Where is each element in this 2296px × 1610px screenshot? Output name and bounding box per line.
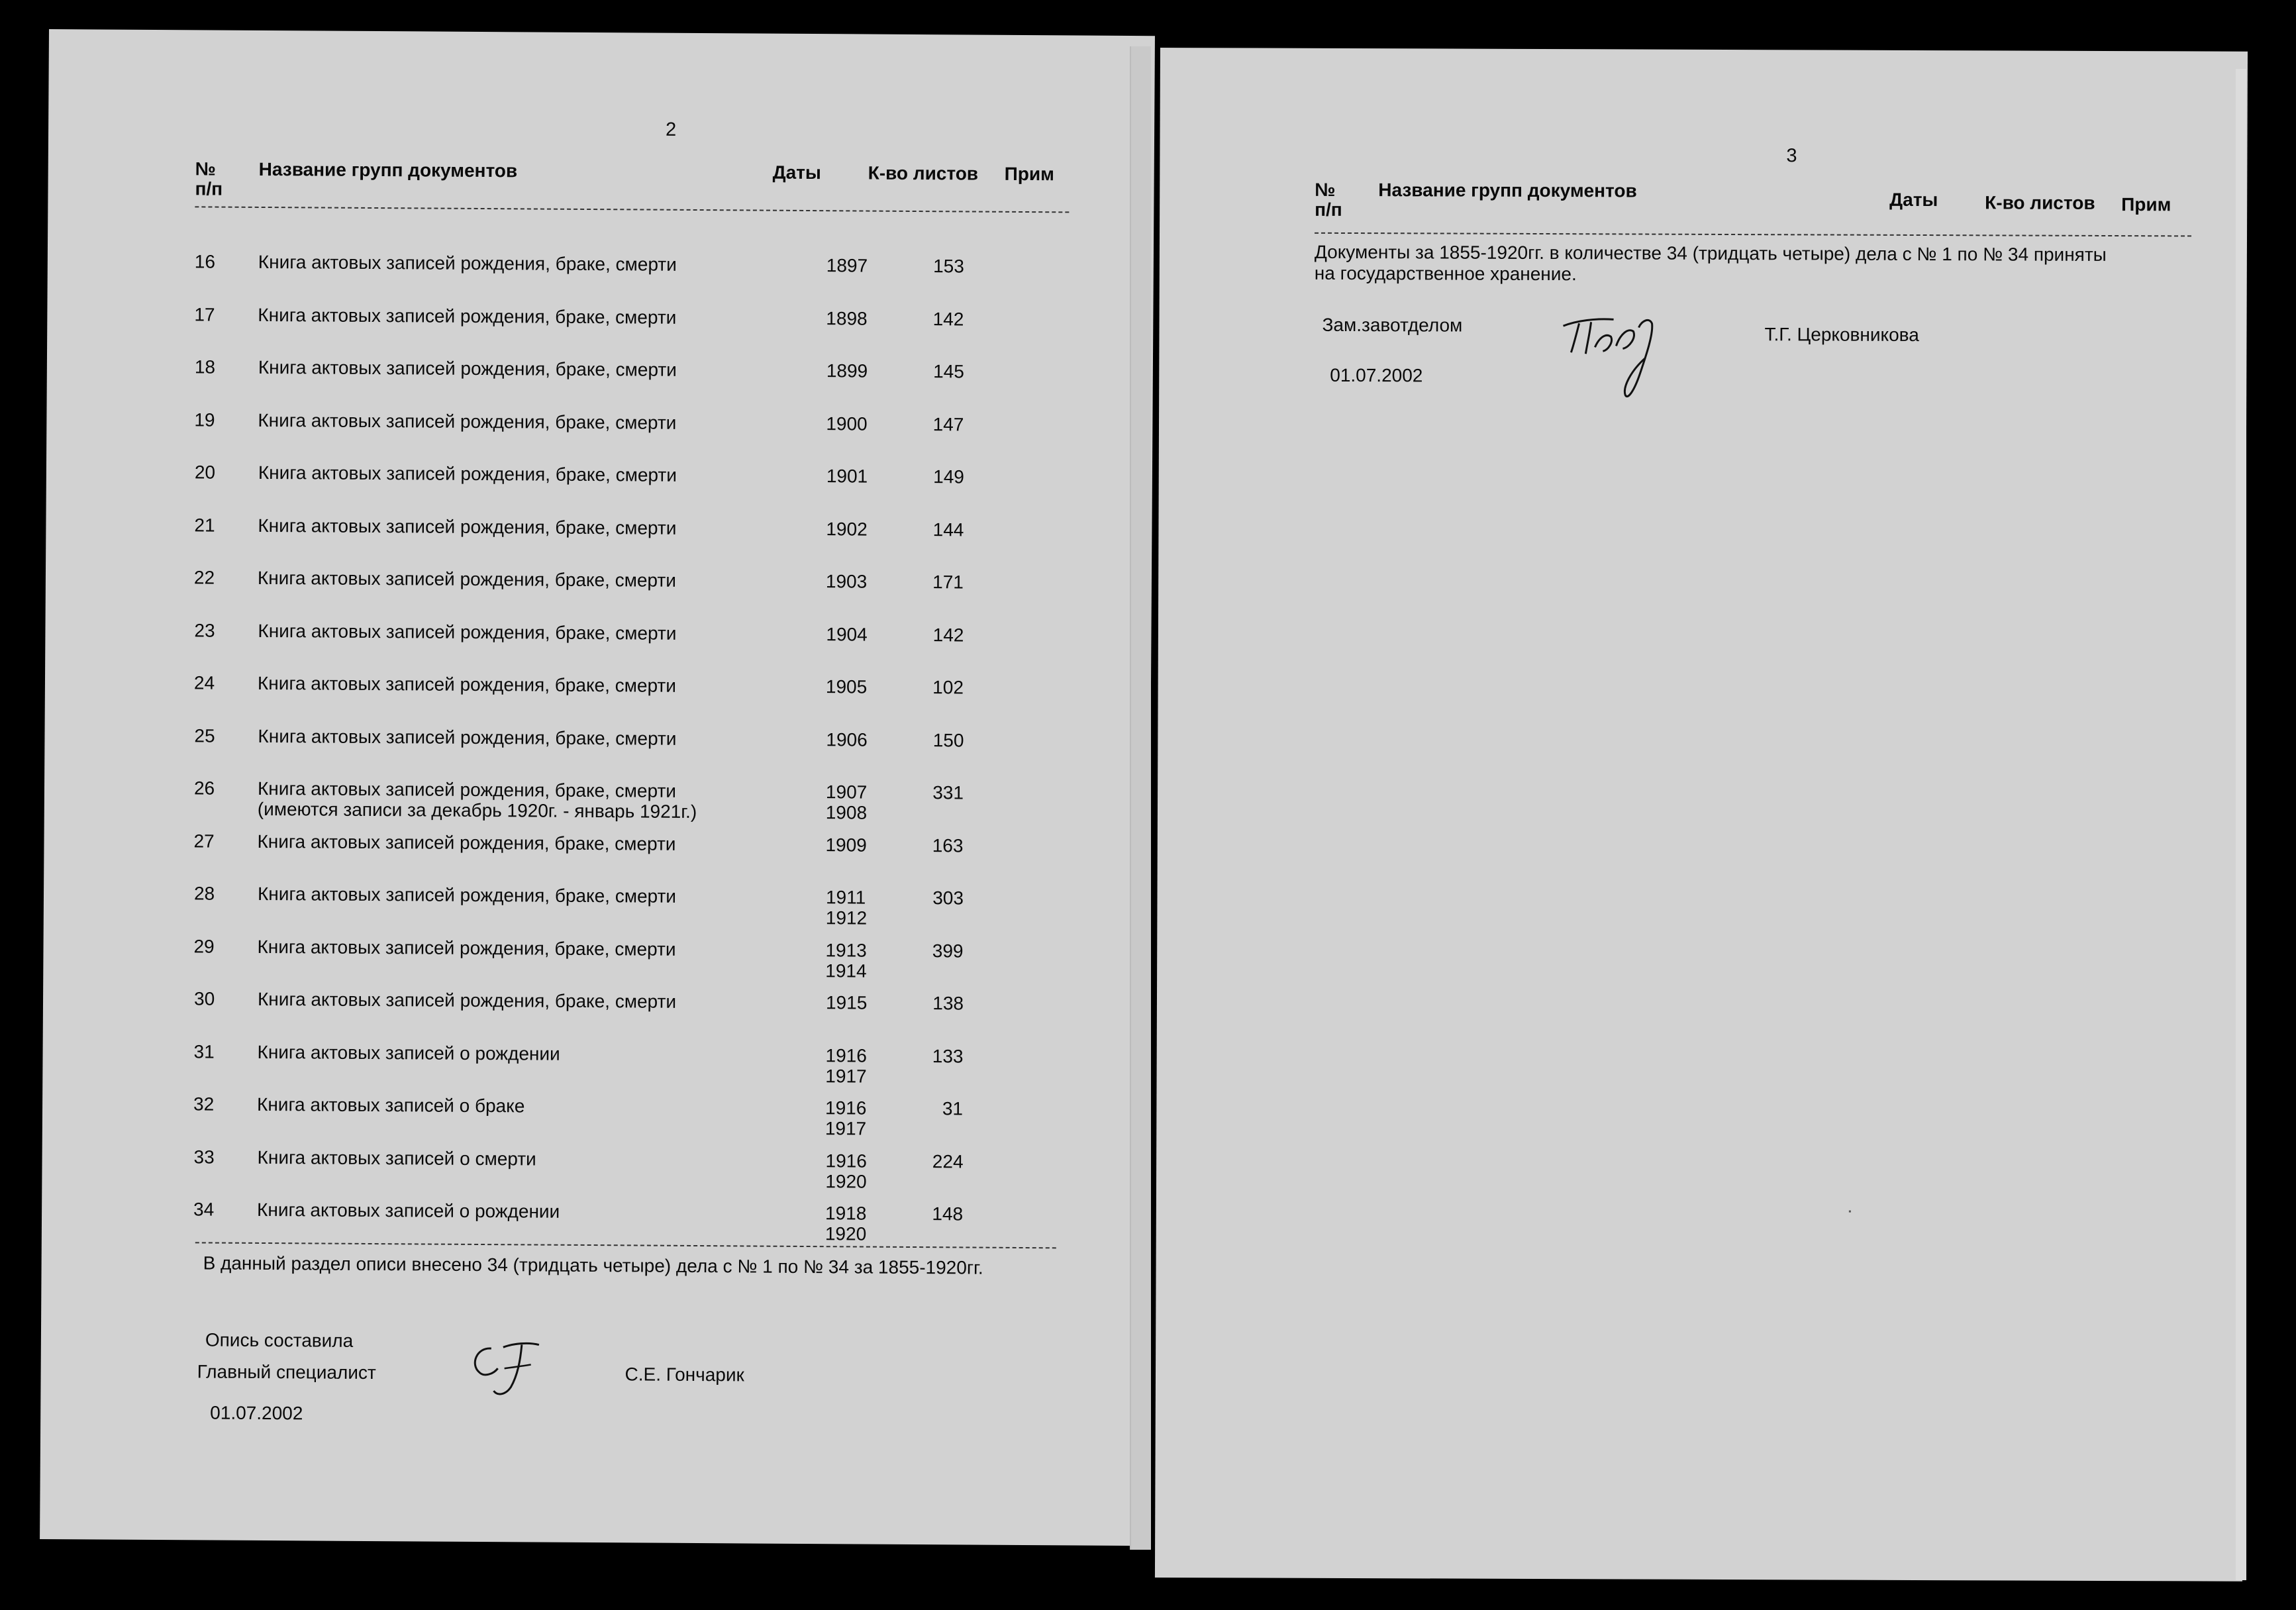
row-sheet-count: 144 <box>932 519 964 540</box>
row-title: Книга актовых записей рождения, браке, смерти <box>258 620 677 644</box>
row-sheet-count: 303 <box>932 887 964 909</box>
row-title: Книга актовых записей рождения, браке, смерти <box>257 830 676 854</box>
row-date-start: 1907 <box>825 781 868 803</box>
row-title: Книга актовых записей рождения, браке, смерти <box>257 936 676 960</box>
row-date-start: 1902 <box>826 519 868 540</box>
row-title: Книга актовых записей рождения, браке, смерти <box>258 725 677 749</box>
col-header-num: № <box>195 158 217 179</box>
row-date-start: 1913 <box>825 940 867 961</box>
footer-divider <box>195 1242 1056 1248</box>
row-title: Книга актовых записей о рождении <box>257 1199 560 1222</box>
row-date-start: 1911 <box>825 887 866 908</box>
row-number: 32 <box>193 1093 215 1115</box>
row-title: Книга актовых записей рождения, браке, смерти <box>257 672 677 696</box>
row-title: Книга актовых записей о рождении <box>257 1041 560 1064</box>
col-header-name: Название групп документов <box>1378 179 1637 201</box>
row-date-start: 1898 <box>826 308 868 329</box>
row-sheet-count: 149 <box>933 466 964 487</box>
row-number: 22 <box>193 567 215 588</box>
page-right-edge <box>2236 69 2246 1580</box>
row-date-end: 1917 <box>825 1066 867 1087</box>
row-date-start: 1916 <box>825 1045 867 1066</box>
row-number: 25 <box>194 725 215 746</box>
row-number: 26 <box>193 778 215 799</box>
row-number: 24 <box>193 672 215 693</box>
row-date-start: 1903 <box>825 571 868 592</box>
row-title: Книга актовых записей о смерти <box>257 1146 536 1170</box>
row-number: 21 <box>194 515 215 536</box>
row-number: 30 <box>193 988 215 1009</box>
row-title: Книга актовых записей рождения, браке, смерти <box>258 251 677 275</box>
row-number: 20 <box>194 462 216 483</box>
row-date-start: 1904 <box>826 624 868 645</box>
col-header-note: Прим <box>1004 163 1054 185</box>
row-sheet-count: 102 <box>932 677 964 698</box>
statement-line-2: на государственное хранение. <box>1314 262 1577 285</box>
compiled-by-label: Опись составила <box>205 1329 354 1351</box>
summary-text: В данный раздел описи внесено 34 (тридцать четыре) дела с № 1 по № 34 за 1855-1920гг. <box>203 1252 983 1278</box>
row-number: 34 <box>193 1199 215 1220</box>
row-date-start: 1916 <box>825 1150 867 1172</box>
position-label: Главный специалист <box>197 1361 376 1384</box>
statement-line-1: Документы за 1855-1920гг. в количестве 34 (тридцать четыре) дела с № 1 по № 34 приняты <box>1314 241 2107 265</box>
row-date-start: 1915 <box>825 992 868 1013</box>
row-date-end: 1912 <box>825 907 868 929</box>
row-date-start: 1897 <box>826 255 868 276</box>
row-number: 33 <box>193 1146 215 1168</box>
row-sheet-count: 224 <box>932 1151 964 1172</box>
document-date: 01.07.2002 <box>210 1402 303 1424</box>
row-sheet-count: 133 <box>932 1046 964 1067</box>
header-divider <box>195 206 1069 213</box>
col-header-sheets: К-во листов <box>868 162 979 184</box>
row-title: Книга актовых записей рождения, браке, смерти <box>257 778 677 801</box>
row-date-start: 1906 <box>826 729 868 750</box>
row-date-start: 1916 <box>824 1097 867 1119</box>
row-date-end: 1914 <box>825 960 867 981</box>
col-header-num-sub: п/п <box>1315 199 1342 220</box>
row-title: Книга актовых записей рождения, браке, смерти <box>257 883 677 907</box>
row-number: 23 <box>194 620 215 641</box>
row-number: 31 <box>193 1041 215 1062</box>
row-title: Книга актовых записей рождения, браке, смерти <box>258 462 677 485</box>
row-date-start: 1901 <box>826 466 868 487</box>
col-header-dates: Даты <box>772 162 821 183</box>
page-number: 2 <box>665 119 677 140</box>
col-header-dates: Даты <box>1889 189 1938 211</box>
row-title: Книга актовых записей рождения, браке, смерти <box>258 356 677 380</box>
row-sheet-count: 147 <box>932 414 964 435</box>
row-title-note: (имеются записи за декабрь 1920г. - январь 1921г.) <box>257 798 697 822</box>
row-date-start: 1905 <box>825 676 868 697</box>
document-date: 01.07.2002 <box>1330 364 1423 386</box>
row-number: 27 <box>193 830 215 852</box>
position-label: Зам.завотделом <box>1322 314 1463 336</box>
row-sheet-count: 163 <box>932 835 964 856</box>
row-sheet-count: 171 <box>932 572 964 593</box>
row-title: Книга актовых записей рождения, браке, смерти <box>258 304 677 328</box>
page-right <box>1155 48 2248 1582</box>
row-date-end: 1920 <box>825 1171 867 1192</box>
page-number: 3 <box>1786 145 1797 167</box>
row-number: 17 <box>194 304 215 325</box>
row-sheet-count: 399 <box>932 940 964 962</box>
col-header-name: Название групп документов <box>258 158 518 181</box>
row-number: 19 <box>194 409 215 430</box>
row-sheet-count: 148 <box>932 1203 964 1225</box>
row-date-start: 1909 <box>825 834 867 856</box>
col-header-num-sub: п/п <box>195 178 223 199</box>
page-left-edge <box>1130 46 1151 1550</box>
row-title: Книга актовых записей рождения, браке, смерти <box>258 409 677 433</box>
row-date-end: 1917 <box>824 1118 867 1139</box>
row-title: Книга актовых записей о браке <box>256 1093 525 1117</box>
row-date-start: 1918 <box>825 1203 867 1224</box>
row-date-end: 1908 <box>825 802 868 823</box>
row-sheet-count: 142 <box>932 625 964 646</box>
row-number: 18 <box>194 356 216 377</box>
row-title: Книга актовых записей рождения, браке, смерти <box>257 567 677 591</box>
row-number: 16 <box>194 251 216 272</box>
row-title: Книга актовых записей рождения, браке, смерти <box>257 988 677 1012</box>
col-header-note: Прим <box>2121 194 2171 215</box>
signer-name: С.Е. Гончарик <box>624 1364 744 1385</box>
page-left <box>40 29 1155 1546</box>
row-number: 29 <box>193 936 215 957</box>
col-header-sheets: К-во листов <box>1985 192 2095 213</box>
signature-mark <box>1556 307 1689 407</box>
row-title: Книга актовых записей рождения, браке, смерти <box>258 515 677 538</box>
signature-mark <box>464 1338 558 1405</box>
row-sheet-count: 142 <box>932 309 964 330</box>
row-sheet-count: 150 <box>932 730 964 751</box>
signer-name: Т.Г. Церковникова <box>1764 324 1919 346</box>
header-divider <box>1315 232 2191 237</box>
col-header-num: № <box>1315 179 1336 200</box>
row-sheet-count: 145 <box>933 361 964 382</box>
row-date-start: 1899 <box>826 360 868 381</box>
speck <box>1849 1211 1851 1213</box>
row-number: 28 <box>193 883 215 904</box>
row-sheet-count: 331 <box>932 782 964 803</box>
row-date-start: 1900 <box>826 413 868 434</box>
row-sheet-count: 31 <box>942 1098 964 1119</box>
row-date-end: 1920 <box>824 1223 867 1244</box>
row-sheet-count: 153 <box>933 256 964 277</box>
row-sheet-count: 138 <box>932 993 964 1014</box>
